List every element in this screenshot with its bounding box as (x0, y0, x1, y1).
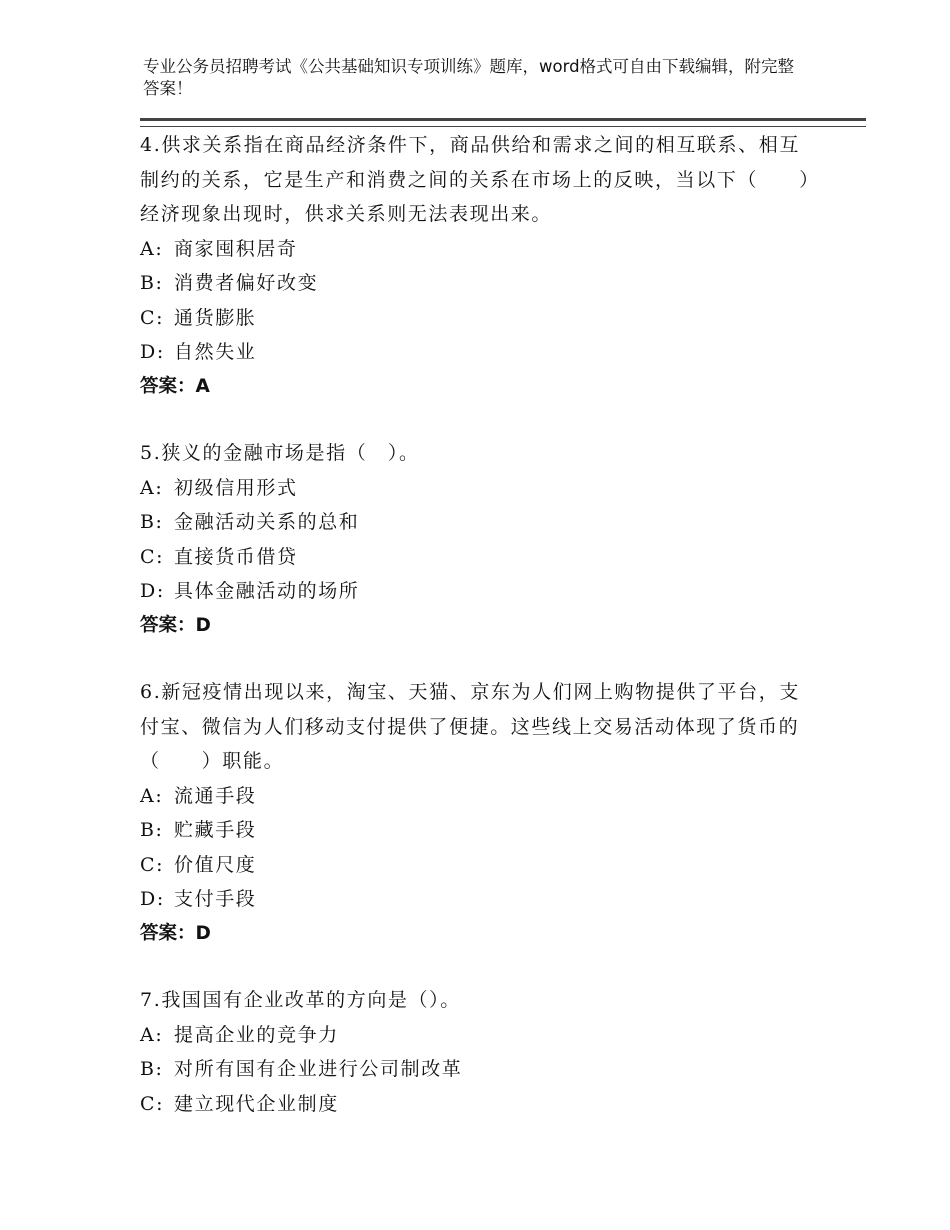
option-text: 通货膨胀 (174, 306, 257, 329)
option-text: 商家囤积居奇 (174, 237, 298, 260)
option-text: 流通手段 (174, 784, 257, 807)
option-c (140, 301, 820, 336)
option-d (140, 882, 820, 917)
option-b (140, 505, 820, 540)
question-stem: 4.供求关系指在商品经济条件下，商品供给和需求之间的相互联系、相互制约的关系，它是生产和消费之间的关系在市场上的反映，当以下（ ）经济现象出现时，供求关系则无法表现出来。 (140, 134, 820, 225)
question-stem: 7.我国国有企业改革的方向是（）。 (140, 989, 461, 1011)
option-a (140, 471, 820, 506)
answer-line: 答案：D (140, 614, 211, 636)
option-text: 价值尺度 (174, 853, 257, 876)
question-7 (140, 983, 820, 1121)
option-text: 贮藏手段 (174, 819, 257, 841)
option-key: C: (140, 306, 165, 329)
option-key: A: (140, 476, 164, 499)
question-5 (140, 436, 820, 643)
option-key: D: (140, 580, 165, 602)
question-stem: 5.狭义的金融市场是指（ ）。 (140, 442, 420, 464)
answer-line: 答案：D (140, 922, 211, 944)
answer-line: 答案：A (140, 375, 210, 397)
option-text: 建立现代企业制度 (174, 1092, 339, 1115)
option-key: B: (140, 819, 164, 841)
option-text: 初级信用形式 (174, 476, 298, 499)
option-text: 直接货币借贷 (174, 545, 298, 568)
option-text: 具体金融活动的场所 (174, 580, 360, 602)
option-text: 对所有国有企业进行公司制改革 (174, 1058, 463, 1080)
option-c (140, 1087, 820, 1122)
option-key: D: (140, 341, 165, 363)
option-key: B: (140, 272, 164, 294)
option-c (140, 540, 820, 575)
option-key: C: (140, 545, 165, 568)
question-6 (140, 675, 820, 951)
option-b (140, 266, 820, 301)
option-text: 提高企业的竞争力 (174, 1023, 339, 1046)
option-b (140, 1052, 820, 1087)
option-b (140, 813, 820, 848)
option-a (140, 779, 820, 814)
option-key: A: (140, 237, 164, 260)
option-key: B: (140, 1058, 164, 1080)
option-key: A: (140, 784, 164, 807)
page-header (143, 56, 803, 100)
question-list (140, 128, 820, 1153)
question-stem: 6.新冠疫情出现以来，淘宝、天猫、京东为人们网上购物提供了平台，支付宝、微信为人们移动支付提供了便捷。这些线上交易活动体现了货币的（ ）职能。 (140, 681, 800, 772)
option-key: D: (140, 888, 165, 910)
option-text: 金融活动关系的总和 (174, 511, 360, 533)
option-key: C: (140, 853, 165, 876)
header-text: 专业公务员招聘考试《公共基础知识专项训练》题库，word格式可自由下载编辑，附完整答案！ (143, 57, 795, 98)
option-d (140, 574, 820, 609)
option-d (140, 335, 820, 370)
question-4 (140, 128, 820, 404)
option-text: 自然失业 (174, 341, 257, 363)
option-text: 消费者偏好改变 (174, 272, 319, 294)
option-a (140, 232, 820, 267)
option-text: 支付手段 (174, 888, 257, 910)
option-c (140, 848, 820, 883)
option-key: C: (140, 1092, 165, 1115)
option-key: B: (140, 511, 164, 533)
option-key: A: (140, 1023, 164, 1046)
header-divider (140, 118, 866, 127)
option-a (140, 1018, 820, 1053)
